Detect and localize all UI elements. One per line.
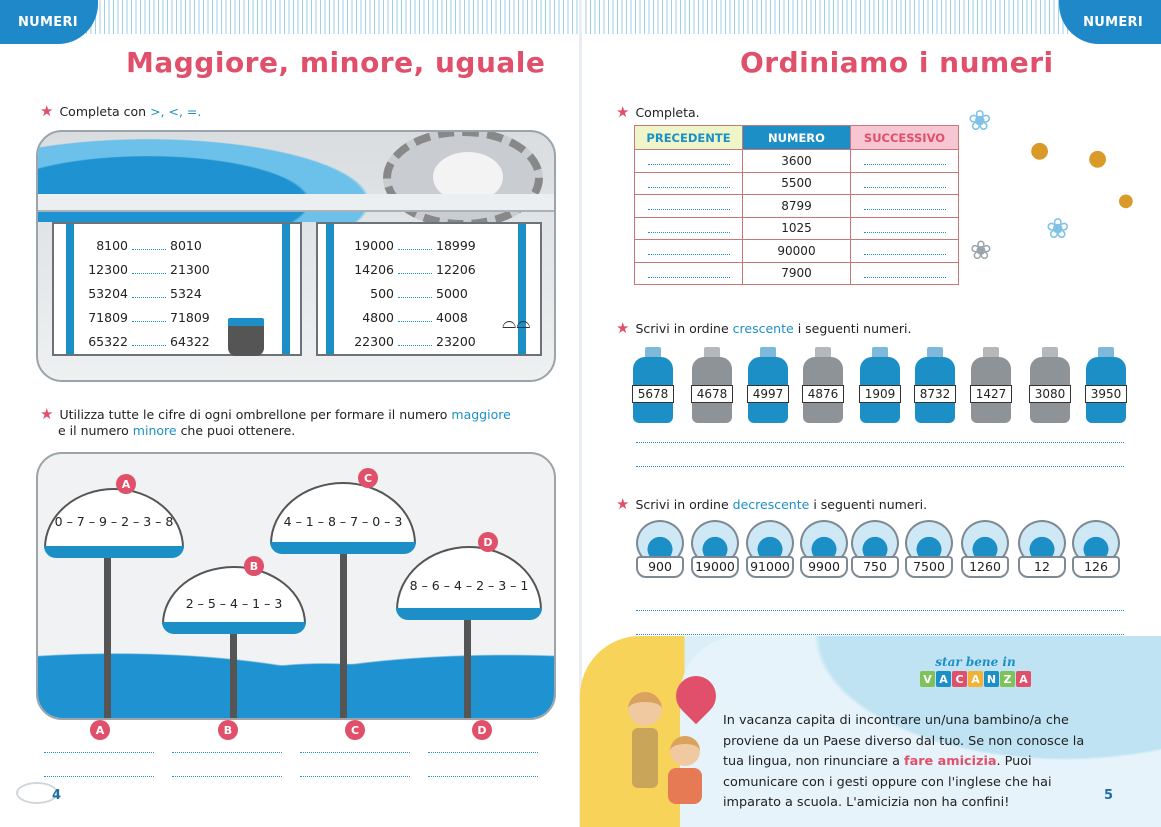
page-number-left: 4: [52, 788, 62, 803]
answer-badge-d: D: [472, 720, 492, 740]
vacanza-letter: V: [920, 671, 935, 687]
answer-blank[interactable]: [864, 176, 946, 188]
butterfly-icon: ❀: [968, 104, 992, 137]
bottle-label: 4876: [802, 385, 844, 403]
answer-blank[interactable]: [398, 240, 432, 250]
table-row: [635, 240, 959, 263]
bottle-label: 5678: [632, 385, 674, 403]
table-number: 3600: [743, 150, 851, 173]
answer-blank[interactable]: [864, 243, 946, 255]
answer-badge-b: B: [218, 720, 238, 740]
compare-row: 53204 5324: [88, 286, 202, 301]
vacanza-letter: C: [952, 671, 967, 687]
snow-globe: [961, 520, 1009, 582]
table-row: [635, 150, 959, 173]
globe-label: 9900: [800, 556, 848, 578]
bottle: [1086, 347, 1126, 423]
exercise1-instruction: [40, 103, 201, 120]
word-decrescente: decrescente: [732, 497, 810, 512]
globe-label: 7500: [905, 556, 953, 578]
right-page-title: Ordiniamo i numeri: [740, 46, 1054, 79]
bottle-label: 1427: [970, 385, 1012, 403]
answer-line-c1[interactable]: [300, 752, 410, 753]
globe-label: 19000: [691, 556, 739, 578]
answer-blank[interactable]: [398, 288, 432, 298]
table-row: [635, 195, 959, 218]
answer-badge-a: A: [90, 720, 110, 740]
bottle: [971, 347, 1011, 423]
compare-row: 4800 4008: [362, 310, 468, 325]
answer-blank[interactable]: [648, 221, 730, 233]
globe-label: 1260: [961, 556, 1009, 578]
table-number: 5500: [743, 172, 851, 195]
answer-blank[interactable]: [648, 153, 730, 165]
badge-c: C: [358, 468, 378, 488]
section-tab-left-label: NUMERI: [18, 14, 78, 30]
bee-icon: ●: [1118, 190, 1134, 211]
answer-line-a2[interactable]: [44, 776, 154, 777]
compare-row: 500 5000: [370, 286, 468, 301]
answer-line-b2[interactable]: [172, 776, 282, 777]
vacanza-letter: Z: [1000, 671, 1015, 687]
snow-globe: [1072, 520, 1120, 582]
answer-blank[interactable]: [648, 266, 730, 278]
decrescente-prefix: Scrivi in ordine: [635, 497, 729, 512]
bottle-label: 3950: [1085, 385, 1127, 403]
butterfly-icon: ❀: [1046, 212, 1070, 245]
word-crescente: crescente: [732, 321, 794, 336]
bottle: [692, 347, 732, 423]
answer-blank[interactable]: [398, 336, 432, 346]
vacanza-logo: [920, 655, 1031, 687]
answer-blank[interactable]: [864, 198, 946, 210]
vacanza-letters: [920, 671, 1031, 687]
left-page-title: Maggiore, minore, uguale: [126, 46, 546, 79]
answer-blank[interactable]: [648, 198, 730, 210]
bottle: [633, 347, 673, 423]
table-row: [635, 262, 959, 285]
globe-label: 750: [851, 556, 899, 578]
exercise2-line2-suffix: che puoi ottenere.: [180, 423, 296, 438]
compare-row: 65322 64322: [88, 334, 210, 349]
badge-a: A: [116, 474, 136, 494]
snow-globe: [691, 520, 739, 582]
bottle: [748, 347, 788, 423]
crescente-prefix: Scrivi in ordine: [635, 321, 729, 336]
answer-badge-c: C: [345, 720, 365, 740]
number-table: [634, 125, 959, 285]
answer-blank[interactable]: [864, 153, 946, 165]
answer-blank[interactable]: [398, 312, 432, 322]
compare-row: 8100 8010: [96, 238, 202, 253]
word-minore: minore: [132, 423, 177, 438]
child-body-icon: [632, 728, 658, 788]
decrescente-instruction: [616, 496, 927, 513]
crescente-suffix: i seguenti numeri.: [797, 321, 912, 336]
answer-line-c2[interactable]: [300, 776, 410, 777]
friendship-text: [723, 711, 1103, 814]
section-tab-left: [0, 0, 98, 44]
vacanza-letter: A: [1016, 671, 1031, 687]
crescente-answer-line-1[interactable]: [636, 442, 1124, 443]
table-number: 90000: [743, 240, 851, 263]
child-body-icon: [668, 768, 702, 804]
compare-row: 22300 23200: [354, 334, 476, 349]
table-number: 7900: [743, 262, 851, 285]
butterfly-icon: ❀: [970, 236, 992, 266]
star-icon: ★: [40, 102, 54, 120]
umbrella-c-digits: 4 – 1 – 8 – 7 – 0 – 3: [283, 514, 403, 529]
snow-globe: [1018, 520, 1066, 582]
answer-blank[interactable]: [132, 264, 166, 274]
umbrella-d-digits: 8 – 6 – 4 – 2 – 3 – 1: [409, 578, 529, 593]
star-icon: ★: [40, 405, 54, 423]
table-number: 1025: [743, 217, 851, 240]
snow-globe: [905, 520, 953, 582]
exercise2-line2-prefix: e il numero: [58, 423, 129, 438]
exercise2-instruction: [40, 406, 560, 439]
shore-line: [38, 194, 556, 212]
header-precedente: PRECEDENTE: [635, 126, 743, 150]
exercise2-line1: Utilizza tutte le cifre di ogni ombrellone per formare il numero: [59, 407, 448, 422]
table-instruction-text: Completa.: [635, 105, 700, 120]
beach-scene-compare: [36, 130, 556, 382]
snow-globe: [746, 520, 794, 582]
compare-row: 19000 18999: [354, 238, 476, 253]
bottle-label: 3080: [1029, 385, 1071, 403]
answer-blank[interactable]: [132, 288, 166, 298]
compare-row: 71809 71809: [88, 310, 210, 325]
decrescente-answer-line-1[interactable]: [636, 610, 1124, 611]
bee-icon: ●: [1030, 138, 1050, 163]
star-icon: ★: [616, 495, 630, 513]
child-head-icon: [670, 736, 700, 766]
exercise1-instruction-text: Completa con: [59, 104, 147, 119]
bottle-label: 4678: [691, 385, 733, 403]
answer-blank[interactable]: [132, 240, 166, 250]
vacanza-letter: A: [936, 671, 951, 687]
panel-post: [518, 224, 526, 354]
compare-row: 12300 21300: [88, 262, 210, 277]
snow-globe: [800, 520, 848, 582]
answer-blank[interactable]: [132, 336, 166, 346]
answer-line-d1[interactable]: [428, 752, 538, 753]
globe-label: 126: [1072, 556, 1120, 578]
bee-icon: ●: [1088, 146, 1108, 171]
star-icon: ★: [616, 319, 630, 337]
header-numero: NUMERO: [743, 126, 851, 150]
panel-post: [282, 224, 290, 354]
answer-blank[interactable]: [648, 176, 730, 188]
word-maggiore: maggiore: [451, 407, 511, 422]
umbrella-b-digits: 2 – 5 – 4 – 1 – 3: [185, 596, 283, 611]
beach-scene-umbrellas: [36, 452, 556, 720]
globe-label: 900: [636, 556, 684, 578]
answer-blank[interactable]: [398, 264, 432, 274]
table-row: [635, 172, 959, 195]
decrescente-answer-line-2[interactable]: [636, 634, 1124, 635]
bottle: [803, 347, 843, 423]
answer-line-d2[interactable]: [428, 776, 538, 777]
snow-globe: [636, 520, 684, 582]
vacanza-letter: N: [984, 671, 999, 687]
answer-line-a1[interactable]: [44, 752, 154, 753]
friendship-highlight: fare amicizia: [904, 754, 997, 769]
badge-b: B: [244, 556, 264, 576]
answer-blank[interactable]: [864, 221, 946, 233]
children-illustration: [618, 676, 712, 806]
crescente-instruction: [616, 320, 911, 337]
bottle-label: 4997: [747, 385, 789, 403]
panel-post: [66, 224, 74, 354]
answer-blank[interactable]: [132, 312, 166, 322]
badge-d: D: [478, 532, 498, 552]
answer-line-b1[interactable]: [172, 752, 282, 753]
panel-post: [326, 224, 334, 354]
table-number: 8799: [743, 195, 851, 218]
globe-label: 12: [1018, 556, 1066, 578]
sunglasses-icon: ⌓⌓: [502, 312, 531, 333]
crescente-answer-line-2[interactable]: [636, 466, 1124, 467]
bottle: [1030, 347, 1070, 423]
bottle: [915, 347, 955, 423]
vacanza-logo-top: star bene in: [935, 655, 1016, 669]
answer-blank[interactable]: [648, 243, 730, 255]
table-row: [635, 217, 959, 240]
bucket-icon: [228, 318, 264, 356]
section-tab-right: [1059, 0, 1161, 44]
compare-row: 14206 12206: [354, 262, 476, 277]
umbrella-c: [270, 482, 416, 718]
star-icon: ★: [616, 103, 630, 121]
friendship-text-part1: In vacanza capita di incontrare un/una bambino/a che proviene da un Paese diverso dal tuo. Se non conosce la tua lingua, non rinunciare a: [723, 713, 1085, 769]
umbrella-a-digits: 0 – 7 – 9 – 2 – 3 – 8: [54, 514, 174, 529]
exercise1-symbols: >, <, =.: [150, 104, 202, 119]
page-number-right: 5: [1104, 788, 1114, 803]
decrescente-suffix: i seguenti numeri.: [813, 497, 928, 512]
snow-globe: [851, 520, 899, 582]
section-tab-right-label: NUMERI: [1083, 14, 1143, 30]
bottle: [860, 347, 900, 423]
child-head-icon: [628, 692, 662, 726]
vacanza-letter: A: [968, 671, 983, 687]
table-instruction: [616, 104, 700, 121]
bottle-label: 8732: [914, 385, 956, 403]
answer-blank[interactable]: [864, 266, 946, 278]
bottle-label: 1909: [859, 385, 901, 403]
globe-label: 91000: [746, 556, 794, 578]
header-successivo: SUCCESSIVO: [851, 126, 959, 150]
umbrella-d: [396, 546, 542, 718]
friendship-text-part2: . Puoi comunicare con i gesti oppure con l'inglese che hai imparato a scuola. L'amicizia non ha confini!: [723, 754, 1052, 810]
